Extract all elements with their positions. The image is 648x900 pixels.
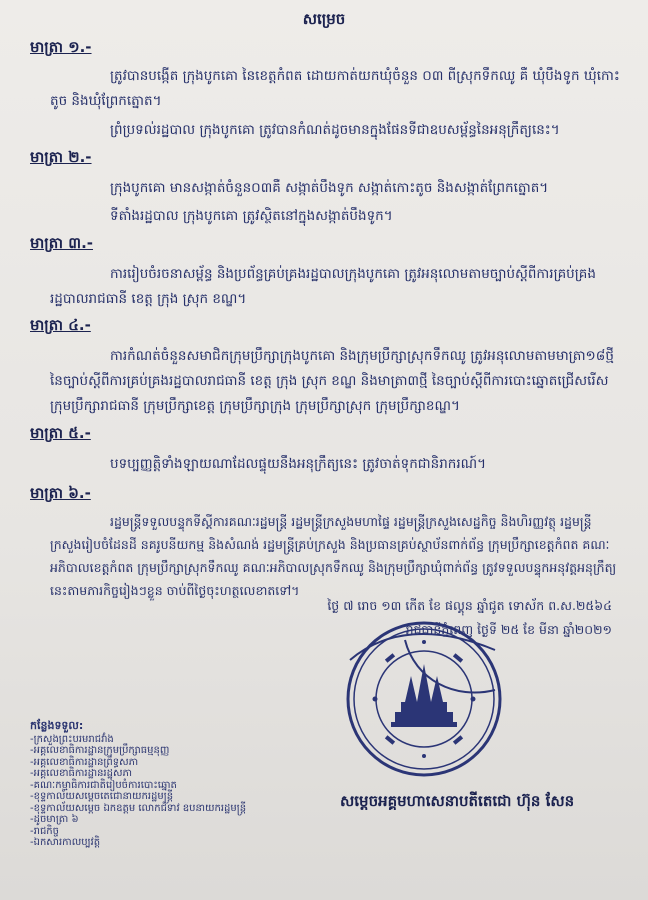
recipient-item: -អគ្គលេខាធិការដ្ឋានព្រឹទ្ធសភា (30, 756, 139, 768)
recipient-item: -ខុទ្ទកាល័យសម្តេចតេជោនាយករដ្ឋមន្ត្រី (30, 791, 174, 802)
signatory-name: សម្តេចអគ្គមហាសេនាបតីតេជោ ហ៊ុន សែន (340, 792, 575, 810)
article-4-paragraph-1: ការកំណត់ចំនួនសមាជិកក្រុមប្រឹក្សាក្រុងបូកគោ និងក្រុមប្រឹក្សាស្រុកទឹកឈូ ត្រូវអនុលោមតាមមាត្រា១៨ថ្មី នៃច្បាប់ស្តីពីការគ្រប់គ្រងរដ្ឋបាលរាជធានី ខេត្ត ក្រុង ស្រុក ខណ្ឌ និងមាត្រា៣ថ្មី នៃច្បាប់ស្តីពីការបោះឆ្នោតជ្រើសរើសក្រុមប្រឹក្សារាជធានី ក្រុមប្រឹក្សាខេត្ត ក្រុមប្រឹក្សាក្រុង ក្រុមប្រឹក្សាស្រុក ក្រុមប្រឹក្សាខណ្ឌ។ (50, 348, 614, 414)
article-1-paragraph-2: ព្រំប្រទល់រដ្ឋបាល ក្រុងបូកគោ ត្រូវបានកំណត់ដូចមានក្នុងផែនទីជាឧបសម្ព័ន្ធនៃអនុក្រឹត្យនេះ។ (110, 122, 560, 138)
place-date-line: រាជធានីភ្នំពេញ ថ្ងៃទី ២៥ ខែ មីនា ឆ្នាំ២០២១ (405, 622, 612, 637)
recipients-heading: កន្លែងទទួល: (30, 719, 84, 732)
article-2-heading: មាត្រា ២.- (30, 148, 92, 166)
article-2-paragraph-2: ទីតាំងរដ្ឋបាល ក្រុងបូកគោ ត្រូវស្ថិតនៅក្នុងសង្កាត់បឹងទូក។ (110, 208, 393, 224)
decree-title: សម្រេច (302, 10, 346, 28)
recipient-item: -ដូចមាត្រា ៦ (30, 814, 79, 825)
article-5-paragraph-1: បទប្បញ្ញត្តិទាំងឡាយណាដែលផ្ទុយនឹងអនុក្រឹត្យនេះ ត្រូវចាត់ទុកជានិរាករណ៍។ (110, 456, 487, 472)
article-6-heading: មាត្រា ៦.- (30, 484, 91, 502)
official-seal-icon (345, 620, 503, 778)
article-2-paragraph-1: ក្រុងបូកគោ មានសង្កាត់ចំនួន០៣គឺ សង្កាត់បឹងទូក សង្កាត់កោះតូច និងសង្កាត់ព្រែកត្នោត។ (110, 180, 549, 196)
lunar-date-line: ថ្ងៃ ៧ រោច ១៣ កើត ខែ ផល្គុន ឆ្នាំជូត ទោស័ក ព.ស.២៥៦៤ (327, 598, 612, 613)
article-4-heading: មាត្រា ៤.- (30, 316, 91, 334)
article-3-paragraph-1: ការរៀបចំរចនាសម្ព័ន្ធ និងប្រព័ន្ធគ្រប់គ្រងរដ្ឋបាលក្រុងបូកគោ ត្រូវអនុលោមតាមច្បាប់ស្តីពីការគ្រប់គ្រងរដ្ឋបាលរាជធានី ខេត្ត ក្រុង ស្រុក ខណ្ឌ។ (50, 266, 596, 307)
recipient-item: -ក្រសួងព្រះបរមរាជវាំង (30, 733, 114, 745)
article-3-heading: មាត្រា ៣.- (30, 234, 93, 252)
recipient-item: -ឯកសារកាលប្បវត្តិ (30, 837, 101, 848)
recipient-item: -អគ្គលេខាធិការដ្ឋានរដ្ឋសភា (30, 768, 132, 779)
article-6-paragraph-1: រដ្ឋមន្ត្រីទទួលបន្ទុកទីស្តីការគណៈរដ្ឋមន្ត្រី រដ្ឋមន្ត្រីក្រសួងមហាផ្ទៃ រដ្ឋមន្ត្រីក្រសួងសេដ្ឋកិច្ច និងហិរញ្ញវត្ថុ រដ្ឋមន្ត្រីក្រសួងរៀបចំដែនដី នគរូបនីយកម្ម និងសំណង់ រដ្ឋមន្ត្រីគ្រប់ក្រសួង និងប្រធានគ្រប់ស្ថាប័នពាក់ព័ន្ធ ក្រុមប្រឹក្សាខេត្តកំពត គណៈអភិបាលខេត្តកំពត ក្រុមប្រឹក្សាស្រុកទឹកឈូ គណៈអភិបាលស្រុកទឹកឈូ និងក្រុមប្រឹក្សាឃុំពាក់ព័ន្ធ ត្រូវទទួលបន្ទុកអនុវត្តអនុក្រឹត្យនេះតាមភារកិច្ចរៀងៗខ្លួន ចាប់ពីថ្ងៃចុះហត្ថលេខាតទៅ។ (50, 514, 617, 598)
recipient-item: -អគ្គលេខាធិការដ្ឋានក្រុមប្រឹក្សាធម្មនុញ្ញ (30, 745, 170, 756)
recipient-item: -ខុទ្ទកាល័យសម្តេច ឯកឧត្តម លោកជំទាវ ឧបនាយករដ្ឋមន្ត្រី (30, 802, 247, 814)
recipients-list (30, 720, 330, 849)
article-1-paragraph-1: ត្រូវបានបង្កើត ក្រុងបូកគោ នៃខេត្តកំពត ដោយកាត់យកឃុំចំនួន ០៣ ពីស្រុកទឹកឈូ គឺ ឃុំបឹងទូក ឃុំកោះតូច និងឃុំព្រែកត្នោត។ (50, 68, 620, 109)
article-5-heading: មាត្រា ៥.- (30, 424, 91, 442)
article-1-heading: មាត្រា ១.- (30, 38, 92, 56)
recipient-item: -គណៈកម្មាធិការជាតិរៀបចំការបោះឆ្នោត (30, 779, 177, 791)
recipient-item: -រាជកិច្ច (30, 825, 59, 837)
